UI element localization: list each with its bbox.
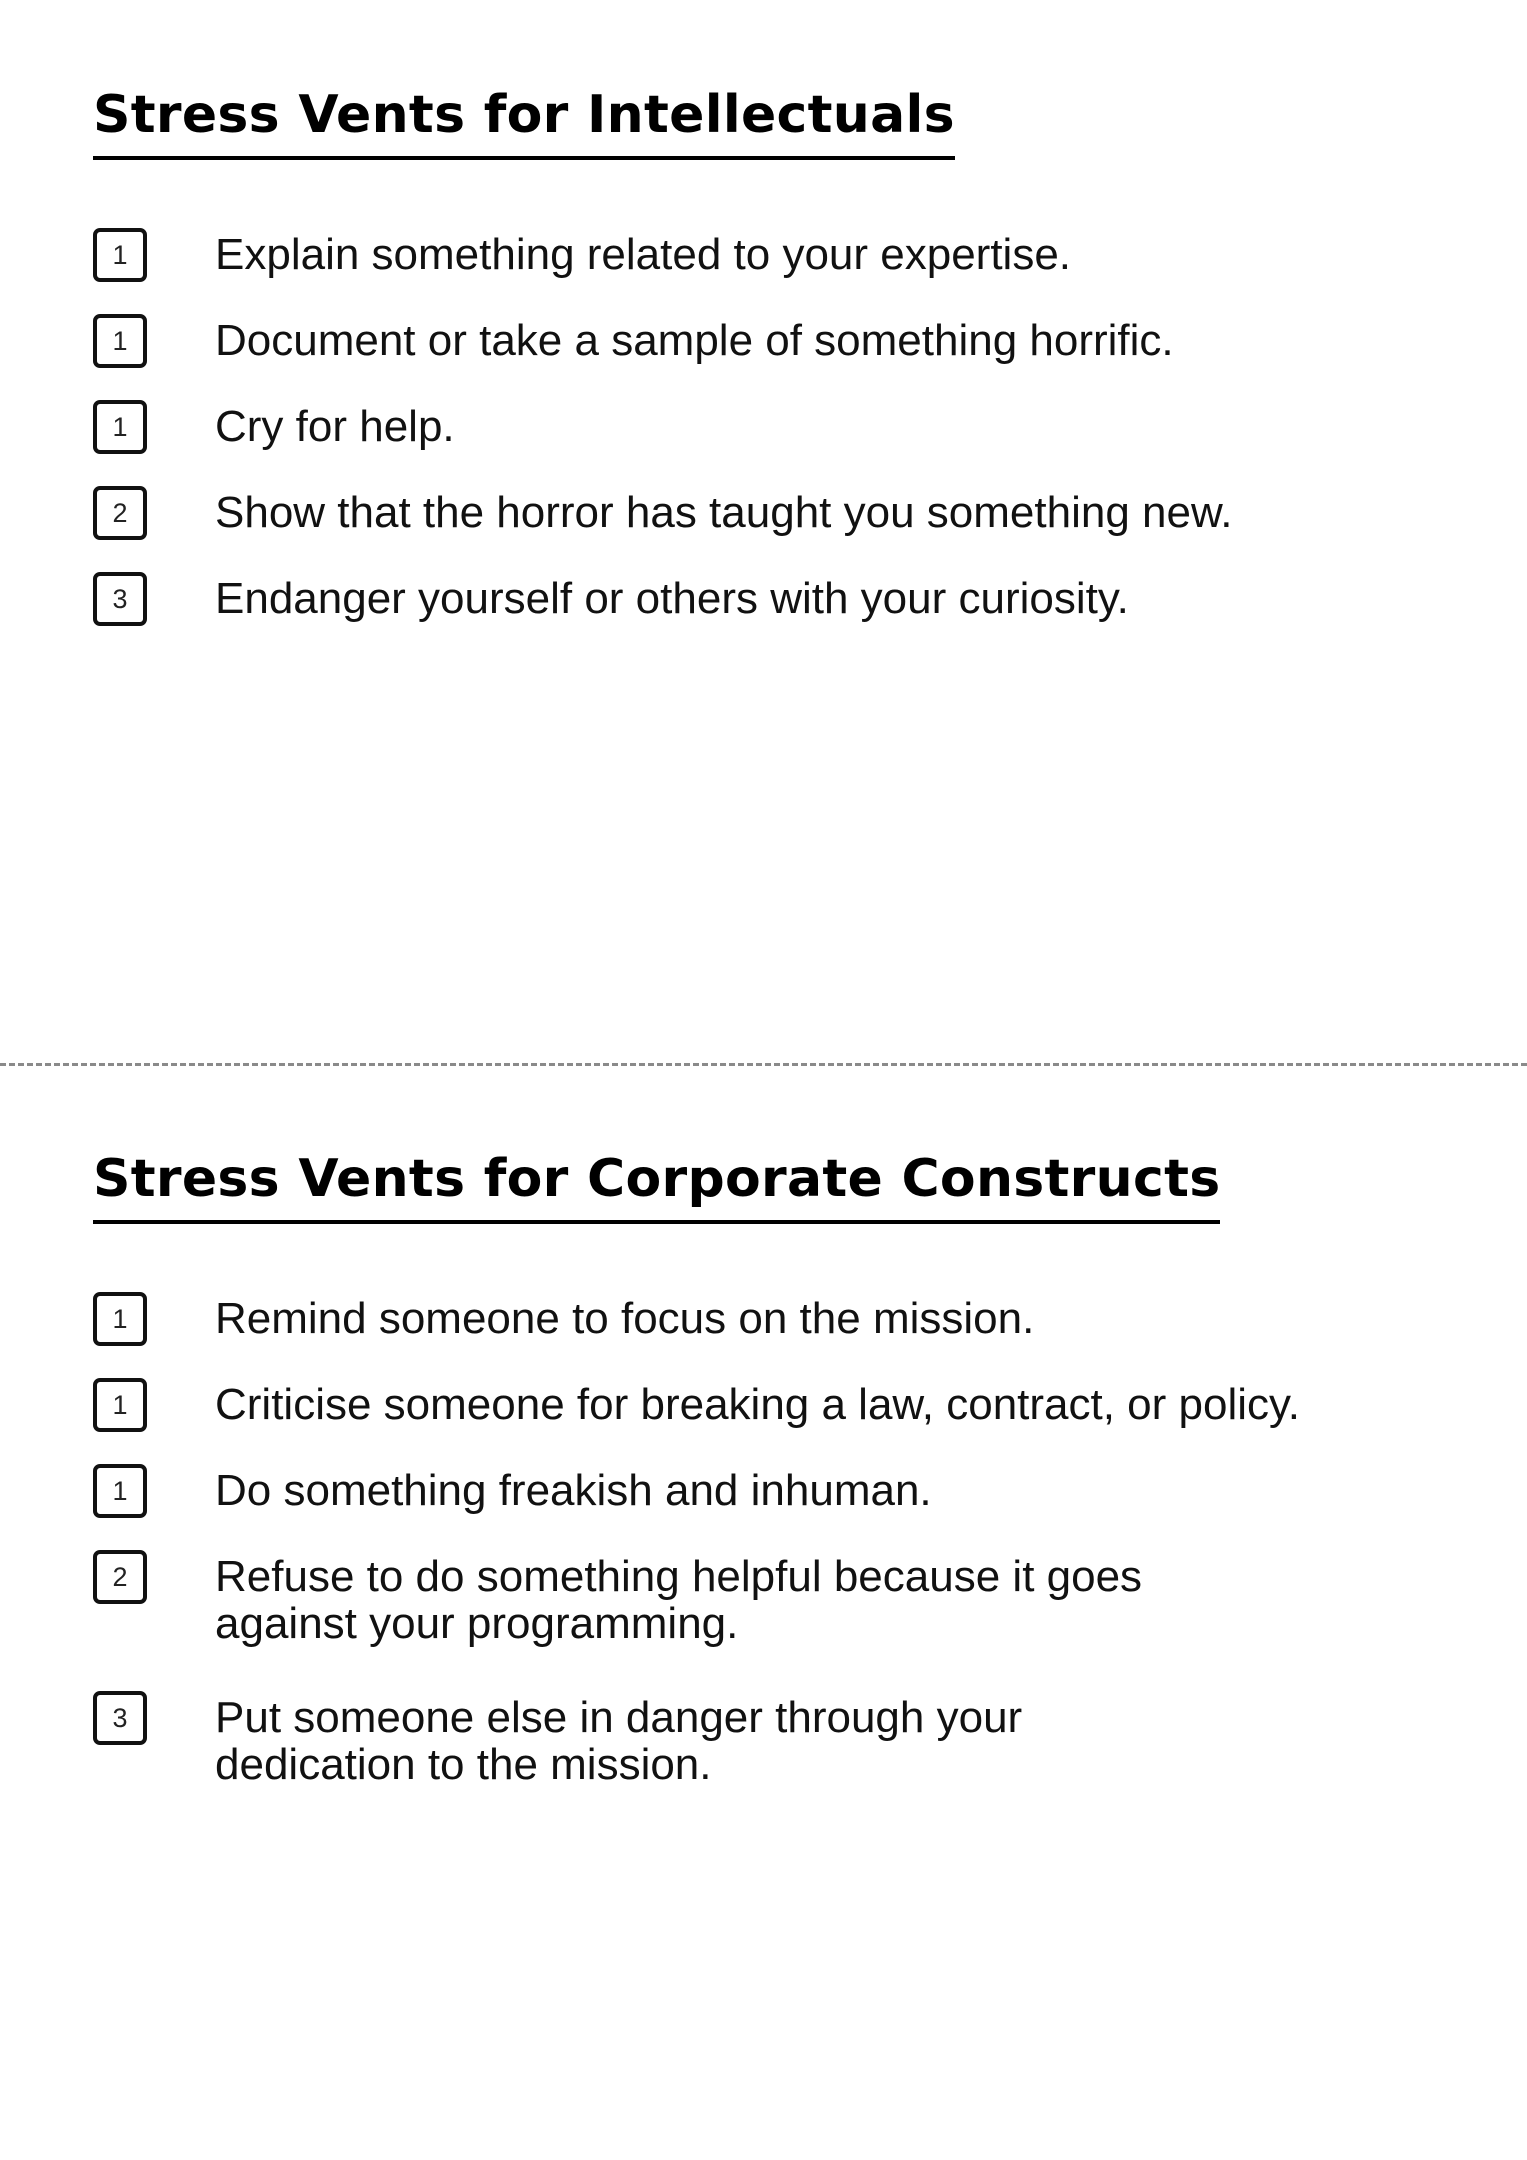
list-item (93, 570, 1473, 626)
cost-box: 1 (93, 314, 147, 368)
cost-box: 1 (93, 1292, 147, 1346)
section-title: Stress Vents for Intellectuals (93, 84, 955, 160)
section-corporate-constructs (93, 1148, 1473, 1830)
cost-box: 1 (93, 1464, 147, 1518)
item-text: Remind someone to focus on the mission. (215, 1294, 1035, 1343)
item-text: Refuse to do something helpful because it goes against your programming. (215, 1552, 1143, 1648)
item-text: Criticise someone for breaking a law, contract, or policy. (215, 1380, 1300, 1429)
item-text: Document or take a sample of something horrific. (215, 316, 1174, 365)
list-item (93, 1689, 1473, 1788)
item-text: Put someone else in danger through your dedication to the mission. (215, 1693, 1023, 1789)
list-item (93, 1376, 1473, 1432)
list-item (93, 1462, 1473, 1518)
item-text: Explain something related to your expertise. (215, 230, 1072, 279)
dashed-cut-line (0, 1063, 1527, 1066)
list-item (93, 398, 1473, 454)
cost-box: 3 (93, 1691, 147, 1745)
list-item (93, 312, 1473, 368)
list-item (93, 1290, 1473, 1346)
stress-vent-list (93, 1290, 1473, 1788)
list-item (93, 226, 1473, 282)
cost-box: 1 (93, 400, 147, 454)
section-intellectuals (93, 84, 1473, 656)
stress-vent-list (93, 226, 1473, 626)
item-text: Show that the horror has taught you something new. (215, 488, 1233, 537)
section-title: Stress Vents for Corporate Constructs (93, 1148, 1220, 1224)
cost-box: 3 (93, 572, 147, 626)
cost-box: 2 (93, 486, 147, 540)
item-text: Endanger yourself or others with your curiosity. (215, 574, 1129, 623)
list-item (93, 1548, 1473, 1647)
item-text: Do something freakish and inhuman. (215, 1466, 932, 1515)
cost-box: 1 (93, 1378, 147, 1432)
list-item (93, 484, 1473, 540)
cost-box: 1 (93, 228, 147, 282)
cost-box: 2 (93, 1550, 147, 1604)
item-text: Cry for help. (215, 402, 455, 451)
